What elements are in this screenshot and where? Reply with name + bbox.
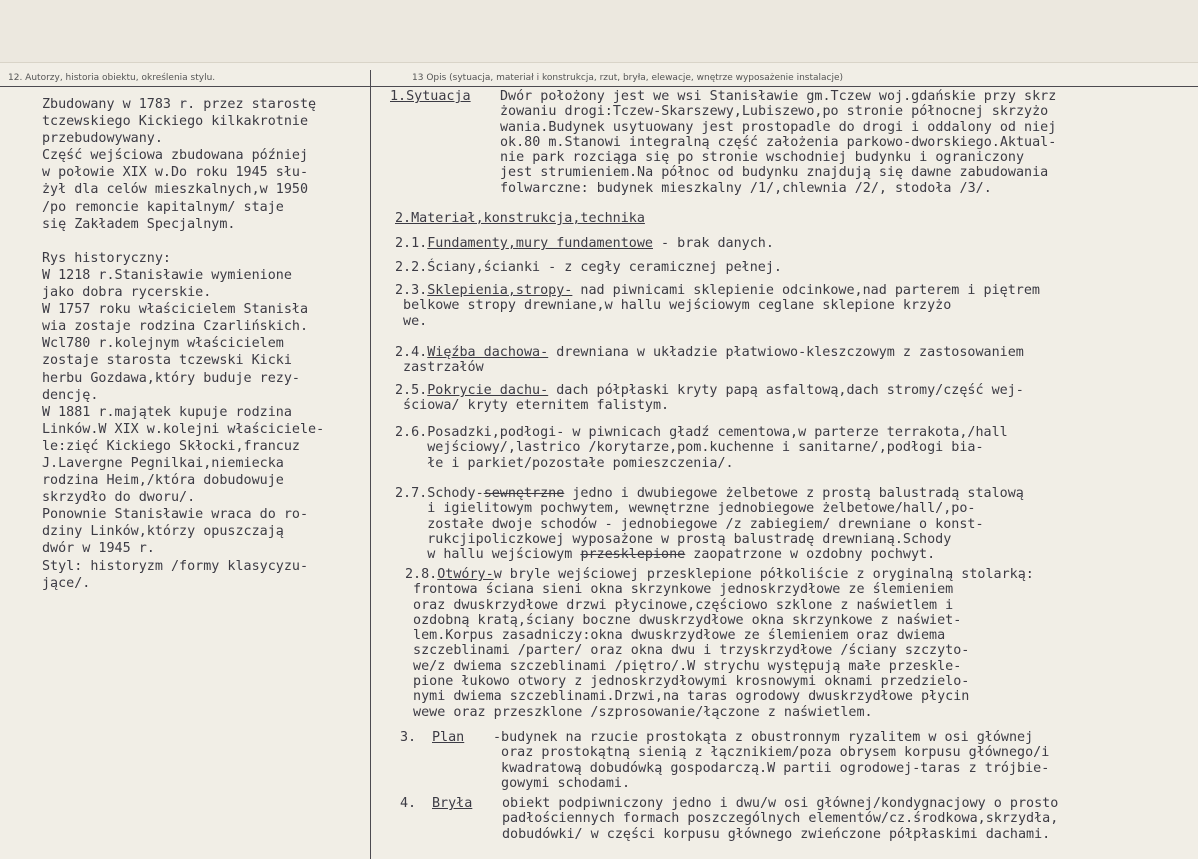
section-3-text: -budynek na rzucie prostokąta z obustronnym ryzalitem w osi głównej oraz prostokątną sienią z łącznikiem/poza obrysem korpusu głównego/i kwadratową dobudówką gospodarczą.W partii ogrodowej-taras z trójbie- gowymi schodami.	[493, 730, 1050, 791]
section-2-4-number: 2.4.	[395, 345, 428, 360]
section-2-8-text: w bryle wejściowej przesklepione półkoliście z oryginalną stolarką: frontowa ściana sieni okna skrzynkowe jednoskrzydłowe ze ślemieniem oraz dwuskrzydłowe drzwi płycinowe,częściowo szklone z naświetlem i ozdobną kratą,ściany boczne dwuskrzydłowe okna skrzynkowe z naświet- lem.Korpus zasadniczy:okna dwuskrzydłowe ze ślemieniem oraz dwiema szczeblinami /parter/ oraz okna dwu i trzyskrzydłowe /ściany szczyto- we/z dwiema szczeblinami /piętro/.W strychu występują małe przeskle- pione łukowo otwory z jednoskrzydłowymi krosnowymi oknami przedzielo- nymi dwiema szczeblinami.Drzwi,na taras ogrodowy dwuskrzydłowe płycin wewe oraz przeszklone /szprosowanie/łączone z naświetlem.	[413, 567, 1034, 720]
section-2-3-label: Sklepienia,stropy-	[427, 283, 573, 298]
section-2-8	[405, 567, 1034, 720]
section-2-5-text: dach półpłaski kryty papą asfaltową,dach stromy/część wej- ściowa/ kryty eternitem falistym.	[403, 383, 1024, 414]
section-2-1-number: 2.1.	[395, 236, 428, 251]
section-2-2: 2.2.Ściany,ścianki - z cegły ceramicznej pełnej.	[395, 260, 782, 275]
section-2-1-text: - brak danych.	[652, 236, 774, 251]
section-2-8-number: 2.8.	[405, 567, 438, 582]
section-2-5-number: 2.5.	[395, 383, 428, 398]
section-3-number: 3.	[400, 730, 417, 745]
header-left: 12. Autorzy, historia obiektu, określenia stylu.	[8, 73, 216, 83]
section-2-3	[395, 283, 1040, 329]
column-divider	[370, 70, 371, 859]
section-2-heading: 2.Materiał,konstrukcja,technika	[395, 211, 645, 226]
section-1-label: 1.Sytuacja	[390, 89, 471, 104]
section-2-8-label: Otwóry-	[437, 567, 494, 582]
section-2-7	[395, 486, 1024, 562]
section-2-5-label: Pokrycie dachu-	[427, 383, 549, 398]
section-4-text: obiekt podpiwniczony jedno i dwu/w osi głównej/kondygnacjowy o prosto padłościennych formach poszczególnych elementów/cz.środkowa,skrzydła, dobudówki/ w części korpusu głównego zwieńczone półpłaskimi dachami.	[502, 796, 1059, 842]
section-2-3-number: 2.3.	[395, 283, 428, 298]
section-4-label: Bryła	[432, 796, 473, 811]
section-2-7-text: jedno i dwubiegowe żelbetowe z prostą balustradą stalową i igielitowym pochwytem, wewnętrzne jednobiegowe żelbetowe/hall/,po- zostałe dwoje schodów - jednobiegowe /z zabiegiem/ drewniane o konst- rukcjipoliczkowej wyposażone w prostą balustradę drewnianą.Schody w hallu wejściowym	[427, 486, 1024, 563]
section-2-1-label: Fundamenty,mury fundamentowe	[427, 236, 653, 251]
section-1-text: Dwór położony jest we wsi Stanisławie gm.Tczew woj.gdańskie przy skrz żowaniu drogi:Tczew-Skarszewy,Lubiszewo,po stronie północnej skrzyżo wania.Budynek usytuowany jest prostopadle do drogi i oddalony od niej ok.80 m.Stanowi integralną część założenia parkowo-dworskiego.Aktual- nie park rozciąga się po stronie wschodniej budynku i ograniczony jest strumieniem.Na północ od budynku znajdują się dawne zabudowania folwarczne: budynek mieszkalny /1/,chlewnia /2/, stodoła /3/.	[500, 89, 1057, 196]
section-2-4-label: Więźba dachowa-	[427, 345, 549, 360]
section-2-7-tail: zaopatrzone w ozdobny pochwyt.	[685, 547, 936, 563]
top-margin	[0, 0, 1198, 63]
history-text: Zbudowany w 1783 r. przez starostę tczewskiego Kickiego kilkakrotnie przebudowywany. Część wejściowa zbudowana później w połowie XIX w.Do roku 1945 słu- żył dla celów mieszkalnych,w 1950 /po remoncie kapitalnym/ staje się Zakładem Specjalnym. Rys historyczny: W 1218 r.Stanisławie wymienione jako dobra rycerskie. W 1757 roku właścicielem Stanisła wia zostaje rodzina Czarlińskich. Wcl780 r.kolejnym właścicielem zostaje starosta tczewski Kicki herbu Gozdawa,który buduje rezy- dencję. W 1881 r.majątek kupuje rodzina Linków.W XIX w.kolejni właściciele- le:zięć Kickiego Skłocki,francuz J.Lavergne Pegnilkai,niemiecka rodzina Heim,/która dobudowuje skrzydło do dworu/. Ponownie Stanisławie wraca do ro- dziny Linków,którzy opuszczają dwór w 1945 r. Styl: historyzm /formy klasycyzu- jące/.	[42, 97, 325, 591]
section-2-4	[395, 345, 1024, 376]
section-2-7-struck-2: przesklepione	[580, 547, 686, 563]
header-rule	[0, 86, 1198, 87]
header-right: 13 Opis (sytuacja, materiał i konstrukcja, rzut, bryła, elewacje, wnętrze wyposażenie instalacje)	[412, 73, 844, 83]
section-2-5	[395, 383, 1024, 414]
section-2-3-text: nad piwnicami sklepienie odcinkowe,nad parterem i piętrem belkowe stropy drewniane,w hallu wejściowym ceglane sklepione krzyżo we.	[403, 283, 1040, 329]
section-2-4-text: drewniana w układzie płatwiowo-kleszczowym z zastosowaniem zastrzałów	[403, 345, 1024, 376]
section-2-7-head: 2.7.Schody-	[395, 486, 484, 501]
section-2-1	[395, 236, 774, 251]
section-2-6: 2.6.Posadzki,podłogi- w piwnicach gładź cementowa,w parterze terrakota,/hall wejściowy/,lastrico /korytarze,pom.kuchenne i sanitarne/,podłogi bia- łe i parkiet/pozostałe pomieszczenia/.	[395, 425, 1008, 471]
section-2-7-struck: sewnętrzne	[483, 486, 565, 501]
section-3-label: Plan	[432, 730, 465, 745]
section-4-number: 4.	[400, 796, 417, 811]
